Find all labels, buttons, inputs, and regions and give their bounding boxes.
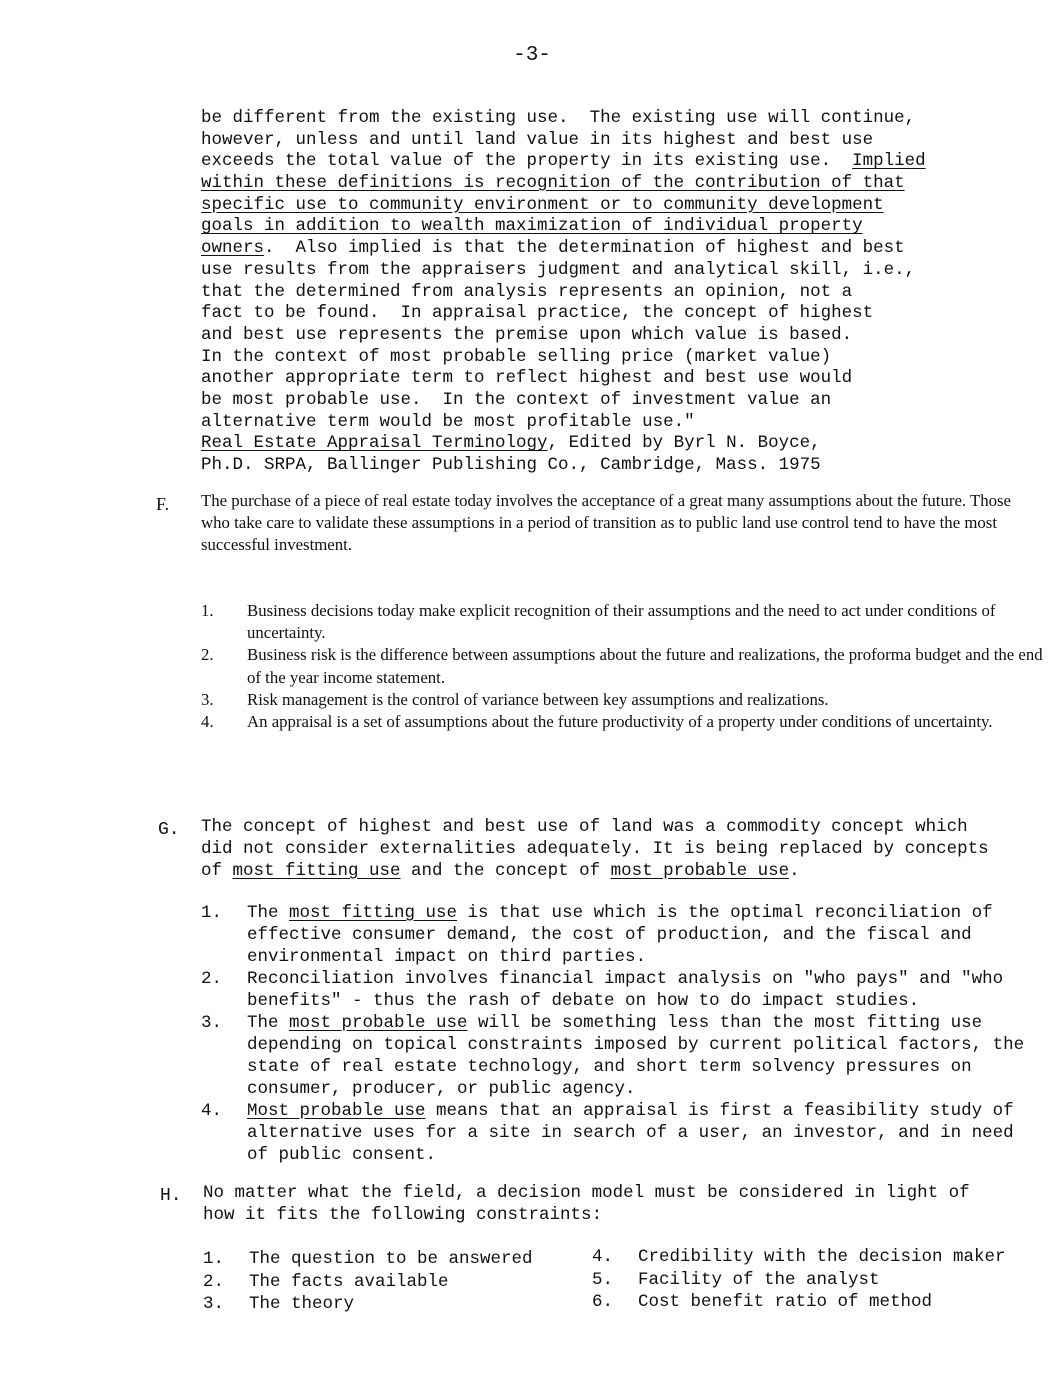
quote-line: alternative term would be most profitable use." bbox=[201, 411, 695, 432]
section-g-text: The concept of highest and best use of land was a commodity concept which did not consider externalities adequately. It is being replaced by concepts of most fitting use and the concept of most probable use. bbox=[201, 817, 989, 881]
list-item: 3. The theory bbox=[203, 1294, 355, 1315]
section-h-label: H. bbox=[160, 1186, 182, 1206]
section-f-text: The purchase of a piece of real estate today involves the acceptance of a great many assumptions about the future. Those who take care to validate these assumptions in a period of transition as to public land use control tend to have the most successful investment. bbox=[201, 491, 1011, 555]
quote-line: Real Estate Appraisal Terminology, Edited by Byrl N. Boyce, bbox=[201, 433, 821, 454]
quote-line: that the determined from analysis represents an opinion, not a bbox=[201, 281, 853, 302]
section-g-list bbox=[201, 902, 1031, 1166]
section-h-text: No matter what the field, a decision model must be considered in light of how it fits the following constraints: bbox=[203, 1183, 970, 1225]
quote-line: In the context of most probable selling price (market value) bbox=[201, 346, 832, 367]
quote-line: be different from the existing use. The existing use will continue, bbox=[201, 108, 916, 128]
quote-line: use results from the appraisers judgment and analytical skill, i.e., bbox=[201, 259, 916, 280]
list-item: 2. The facts available bbox=[203, 1271, 449, 1292]
section-g-label: G. bbox=[158, 820, 180, 840]
quote-line: fact to be found. In appraisal practice, the concept of highest bbox=[201, 303, 874, 324]
list-item: 2. Reconciliation involves financial impact analysis on "who pays" and "who benefits" - thus the rash of debate on how to do impact studies. bbox=[201, 969, 1004, 1011]
list-item: 1. Business decisions today make explicit recognition of their assumptions and the need to act under conditions of uncertainty. bbox=[201, 601, 996, 643]
quote-line: another appropriate term to reflect highest and best use would bbox=[201, 368, 853, 389]
quote-block bbox=[201, 108, 926, 477]
list-item: 4. Most probable use means that an appraisal is first a feasibility study of alternative uses for a site in search of a user, an investor, and in need of public consent. bbox=[201, 1101, 1014, 1165]
list-item: 2. Business risk is the difference between assumptions about the future and realizations, the proforma budget and the end of the year income statement. bbox=[201, 645, 1043, 687]
quote-line: specific use to community environment or to community development bbox=[201, 194, 884, 215]
section-f-label: F. bbox=[156, 494, 170, 514]
quote-line: within these definitions is recognition of the contribution of that bbox=[201, 173, 905, 194]
section-h-left-list bbox=[203, 1248, 583, 1316]
list-item: 1. The most fitting use is that use which is the optimal reconciliation of effective consumer demand, the cost of production, and the fiscal and environmental impact on third parties. bbox=[201, 903, 993, 967]
list-item: 3. Risk management is the control of variance between key assumptions and realizations. bbox=[201, 689, 829, 709]
list-item: 6. Cost benefit ratio of method bbox=[592, 1292, 933, 1313]
section-h-right-list bbox=[592, 1246, 1042, 1314]
page-number: -3- bbox=[513, 44, 551, 67]
quote-line: however, unless and until land value in its highest and best use bbox=[201, 129, 874, 150]
term-most-probable-use: most probable use bbox=[610, 861, 790, 881]
list-item: 5. Facility of the analyst bbox=[592, 1269, 880, 1290]
section-f-list bbox=[201, 600, 1053, 733]
list-item: 3. The most probable use will be something less than the most fitting use depending on topical constraints imposed by current political factors, the state of real estate technology, and short term solvency pressures on consumer, producer, or public agency. bbox=[201, 1013, 1025, 1099]
list-item: 4. Credibility with the decision maker bbox=[592, 1247, 1006, 1267]
quote-line: goals in addition to wealth maximization of individual property bbox=[201, 216, 863, 237]
list-item: 1. The question to be answered bbox=[203, 1249, 533, 1269]
list-item: 4. An appraisal is a set of assumptions about the future productivity of a property under conditions of uncertainty. bbox=[201, 712, 993, 732]
quote-line: owners. Also implied is that the determination of highest and best bbox=[201, 238, 905, 259]
quote-line: and best use represents the premise upon which value is based. bbox=[201, 324, 853, 345]
quote-line: Ph.D. SRPA, Ballinger Publishing Co., Cambridge, Mass. 1975 bbox=[201, 455, 821, 475]
quote-line: be most probable use. In the context of investment value an bbox=[201, 389, 832, 410]
quote-line: exceeds the total value of the property in its existing use. Implied bbox=[201, 151, 926, 172]
term-most-fitting-use: most fitting use bbox=[232, 861, 401, 881]
